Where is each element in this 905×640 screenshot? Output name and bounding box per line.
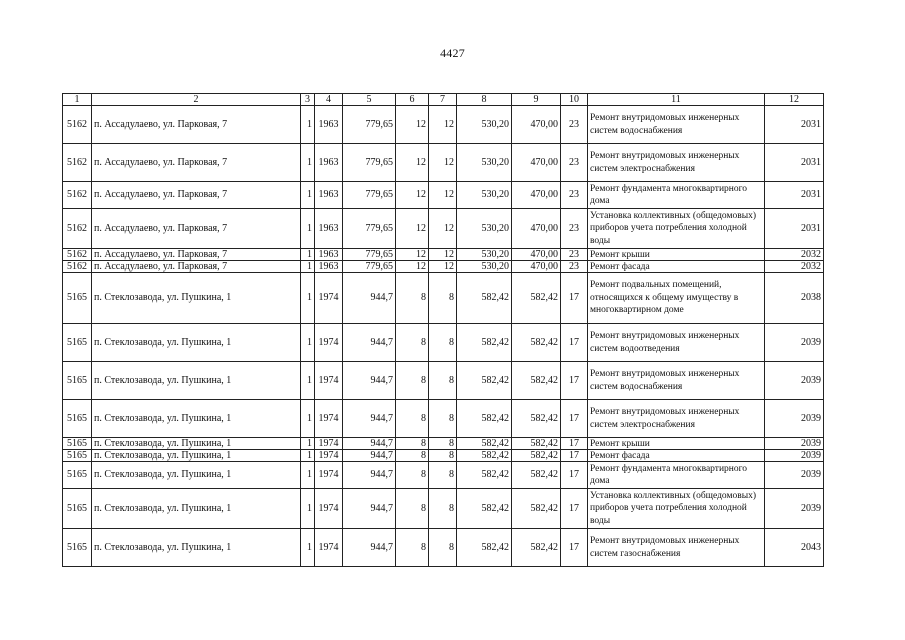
cell-year: 1963 — [315, 182, 343, 209]
cell-address: п. Стеклозавода, ул. Пушкина, 1 — [92, 450, 301, 462]
cell-address: п. Ассадулаево, ул. Парковая, 7 — [92, 261, 301, 273]
column-header: 5 — [343, 94, 396, 106]
cell-year: 1974 — [315, 324, 343, 362]
cell-col3: 1 — [301, 261, 315, 273]
cell-plan-year: 2031 — [765, 106, 824, 144]
cell-col6: 12 — [396, 182, 429, 209]
cell-plan-year: 2039 — [765, 438, 824, 450]
cell-col10: 23 — [561, 249, 588, 261]
cell-plan-year: 2039 — [765, 462, 824, 489]
cell-area: 944,7 — [343, 438, 396, 450]
cell-address: п. Стеклозавода, ул. Пушкина, 1 — [92, 438, 301, 450]
cell-id: 5162 — [63, 249, 92, 261]
cell-area: 779,65 — [343, 249, 396, 261]
cell-col3: 1 — [301, 209, 315, 249]
table-row — [63, 261, 824, 273]
cell-col10: 17 — [561, 462, 588, 489]
column-header: 2 — [92, 94, 301, 106]
cell-col10: 23 — [561, 182, 588, 209]
cell-area: 779,65 — [343, 209, 396, 249]
cell-col3: 1 — [301, 438, 315, 450]
cell-area: 944,7 — [343, 400, 396, 438]
cell-col7: 8 — [429, 529, 457, 567]
column-header: 11 — [588, 94, 765, 106]
cell-col3: 1 — [301, 249, 315, 261]
cell-year: 1974 — [315, 400, 343, 438]
cell-plan-year: 2039 — [765, 450, 824, 462]
table-row — [63, 438, 824, 450]
cell-col7: 8 — [429, 273, 457, 324]
cell-area: 944,7 — [343, 450, 396, 462]
repair-schedule-table — [62, 93, 824, 567]
cell-col8: 530,20 — [457, 249, 512, 261]
cell-year: 1963 — [315, 261, 343, 273]
cell-plan-year: 2031 — [765, 209, 824, 249]
cell-col9: 582,42 — [512, 462, 561, 489]
cell-plan-year: 2038 — [765, 273, 824, 324]
cell-area: 779,65 — [343, 261, 396, 273]
cell-col3: 1 — [301, 144, 315, 182]
cell-work-type: Ремонт крыши — [588, 249, 765, 261]
cell-plan-year: 2031 — [765, 182, 824, 209]
cell-id: 5165 — [63, 362, 92, 400]
cell-work-type: Ремонт фундамента многоквартирного дома — [588, 462, 765, 489]
cell-work-type: Ремонт внутридомовых инженерных систем электроснабжения — [588, 144, 765, 182]
cell-col3: 1 — [301, 489, 315, 529]
cell-col10: 23 — [561, 261, 588, 273]
cell-col6: 12 — [396, 249, 429, 261]
cell-col8: 530,20 — [457, 182, 512, 209]
cell-col8: 582,42 — [457, 529, 512, 567]
table-row — [63, 249, 824, 261]
table-row — [63, 462, 824, 489]
cell-col3: 1 — [301, 450, 315, 462]
cell-id: 5165 — [63, 489, 92, 529]
cell-work-type: Установка коллективных (общедомовых) приборов учета потребления холодной воды — [588, 209, 765, 249]
cell-col10: 23 — [561, 144, 588, 182]
cell-col6: 8 — [396, 273, 429, 324]
table-row — [63, 273, 824, 324]
cell-year: 1974 — [315, 273, 343, 324]
cell-col7: 8 — [429, 450, 457, 462]
cell-col10: 17 — [561, 489, 588, 529]
cell-col3: 1 — [301, 273, 315, 324]
column-header: 6 — [396, 94, 429, 106]
table-row — [63, 106, 824, 144]
cell-col8: 582,42 — [457, 450, 512, 462]
column-header: 3 — [301, 94, 315, 106]
cell-col6: 8 — [396, 324, 429, 362]
cell-address: п. Ассадулаево, ул. Парковая, 7 — [92, 182, 301, 209]
cell-address: п. Ассадулаево, ул. Парковая, 7 — [92, 249, 301, 261]
cell-col3: 1 — [301, 362, 315, 400]
cell-year: 1963 — [315, 106, 343, 144]
cell-id: 5165 — [63, 450, 92, 462]
column-header: 7 — [429, 94, 457, 106]
cell-col3: 1 — [301, 400, 315, 438]
cell-col3: 1 — [301, 324, 315, 362]
cell-work-type: Ремонт внутридомовых инженерных систем водоснабжения — [588, 106, 765, 144]
cell-col7: 8 — [429, 400, 457, 438]
cell-col10: 17 — [561, 400, 588, 438]
cell-id: 5165 — [63, 273, 92, 324]
cell-plan-year: 2032 — [765, 249, 824, 261]
cell-col9: 582,42 — [512, 324, 561, 362]
table-row — [63, 182, 824, 209]
cell-col6: 12 — [396, 261, 429, 273]
cell-work-type: Установка коллективных (общедомовых) приборов учета потребления холодной воды — [588, 489, 765, 529]
cell-area: 944,7 — [343, 489, 396, 529]
cell-plan-year: 2039 — [765, 324, 824, 362]
table-row — [63, 362, 824, 400]
cell-col9: 470,00 — [512, 209, 561, 249]
table-row — [63, 209, 824, 249]
cell-year: 1963 — [315, 249, 343, 261]
cell-col10: 17 — [561, 273, 588, 324]
table-row — [63, 489, 824, 529]
cell-year: 1963 — [315, 209, 343, 249]
cell-address: п. Стеклозавода, ул. Пушкина, 1 — [92, 273, 301, 324]
cell-col8: 530,20 — [457, 144, 512, 182]
cell-col8: 530,20 — [457, 261, 512, 273]
cell-col8: 530,20 — [457, 209, 512, 249]
cell-col7: 8 — [429, 438, 457, 450]
cell-area: 944,7 — [343, 324, 396, 362]
cell-area: 779,65 — [343, 182, 396, 209]
cell-year: 1974 — [315, 462, 343, 489]
cell-year: 1974 — [315, 529, 343, 567]
cell-col9: 582,42 — [512, 529, 561, 567]
cell-col10: 17 — [561, 362, 588, 400]
cell-work-type: Ремонт крыши — [588, 438, 765, 450]
cell-id: 5162 — [63, 261, 92, 273]
cell-id: 5162 — [63, 209, 92, 249]
column-header: 1 — [63, 94, 92, 106]
cell-year: 1974 — [315, 489, 343, 529]
cell-col8: 582,42 — [457, 489, 512, 529]
cell-col7: 12 — [429, 106, 457, 144]
cell-area: 779,65 — [343, 106, 396, 144]
column-header: 9 — [512, 94, 561, 106]
cell-col9: 582,42 — [512, 438, 561, 450]
cell-plan-year: 2031 — [765, 144, 824, 182]
table-row — [63, 400, 824, 438]
cell-col8: 582,42 — [457, 462, 512, 489]
cell-col3: 1 — [301, 182, 315, 209]
cell-col8: 582,42 — [457, 438, 512, 450]
cell-col6: 12 — [396, 106, 429, 144]
cell-col10: 23 — [561, 209, 588, 249]
cell-id: 5165 — [63, 400, 92, 438]
cell-col7: 12 — [429, 209, 457, 249]
cell-id: 5162 — [63, 182, 92, 209]
cell-col6: 8 — [396, 400, 429, 438]
cell-col9: 582,42 — [512, 489, 561, 529]
cell-address: п. Ассадулаево, ул. Парковая, 7 — [92, 144, 301, 182]
cell-col7: 8 — [429, 462, 457, 489]
cell-work-type: Ремонт внутридомовых инженерных систем водоснабжения — [588, 362, 765, 400]
cell-plan-year: 2043 — [765, 529, 824, 567]
cell-col6: 8 — [396, 462, 429, 489]
cell-col9: 470,00 — [512, 182, 561, 209]
page-number: 4427 — [440, 46, 465, 60]
cell-col3: 1 — [301, 106, 315, 144]
column-number-row — [63, 94, 824, 106]
cell-address: п. Ассадулаево, ул. Парковая, 7 — [92, 106, 301, 144]
cell-col9: 582,42 — [512, 450, 561, 462]
cell-year: 1974 — [315, 362, 343, 400]
cell-col8: 582,42 — [457, 324, 512, 362]
cell-col7: 8 — [429, 362, 457, 400]
column-header: 4 — [315, 94, 343, 106]
cell-col7: 8 — [429, 489, 457, 529]
cell-plan-year: 2039 — [765, 489, 824, 529]
cell-year: 1974 — [315, 438, 343, 450]
cell-area: 944,7 — [343, 362, 396, 400]
table-row — [63, 324, 824, 362]
cell-col9: 582,42 — [512, 273, 561, 324]
cell-col9: 470,00 — [512, 249, 561, 261]
cell-col7: 12 — [429, 261, 457, 273]
cell-work-type: Ремонт фасада — [588, 450, 765, 462]
table-row — [63, 144, 824, 182]
cell-year: 1974 — [315, 450, 343, 462]
table-row — [63, 450, 824, 462]
cell-address: п. Стеклозавода, ул. Пушкина, 1 — [92, 529, 301, 567]
cell-area: 944,7 — [343, 273, 396, 324]
cell-address: п. Ассадулаево, ул. Парковая, 7 — [92, 209, 301, 249]
cell-id: 5165 — [63, 324, 92, 362]
cell-col9: 470,00 — [512, 144, 561, 182]
cell-col6: 12 — [396, 209, 429, 249]
cell-col7: 12 — [429, 182, 457, 209]
cell-col10: 17 — [561, 450, 588, 462]
cell-col10: 17 — [561, 438, 588, 450]
cell-col6: 12 — [396, 144, 429, 182]
column-header: 10 — [561, 94, 588, 106]
cell-id: 5162 — [63, 106, 92, 144]
cell-work-type: Ремонт внутридомовых инженерных систем электроснабжения — [588, 400, 765, 438]
cell-address: п. Стеклозавода, ул. Пушкина, 1 — [92, 362, 301, 400]
cell-area: 944,7 — [343, 529, 396, 567]
cell-col3: 1 — [301, 462, 315, 489]
cell-col10: 23 — [561, 106, 588, 144]
table-row — [63, 529, 824, 567]
cell-col9: 582,42 — [512, 400, 561, 438]
cell-work-type: Ремонт внутридомовых инженерных систем газоснабжения — [588, 529, 765, 567]
column-header: 12 — [765, 94, 824, 106]
cell-col6: 8 — [396, 362, 429, 400]
cell-plan-year: 2039 — [765, 400, 824, 438]
cell-col7: 12 — [429, 144, 457, 182]
cell-col3: 1 — [301, 529, 315, 567]
cell-col8: 530,20 — [457, 106, 512, 144]
cell-col6: 8 — [396, 529, 429, 567]
cell-id: 5165 — [63, 529, 92, 567]
cell-col9: 470,00 — [512, 106, 561, 144]
table-body — [63, 106, 824, 567]
cell-col6: 8 — [396, 438, 429, 450]
cell-address: п. Стеклозавода, ул. Пушкина, 1 — [92, 400, 301, 438]
cell-col9: 582,42 — [512, 362, 561, 400]
cell-col7: 12 — [429, 249, 457, 261]
cell-col10: 17 — [561, 529, 588, 567]
cell-id: 5165 — [63, 462, 92, 489]
column-header: 8 — [457, 94, 512, 106]
cell-work-type: Ремонт фасада — [588, 261, 765, 273]
cell-year: 1963 — [315, 144, 343, 182]
cell-col8: 582,42 — [457, 400, 512, 438]
cell-col10: 17 — [561, 324, 588, 362]
cell-area: 944,7 — [343, 462, 396, 489]
cell-area: 779,65 — [343, 144, 396, 182]
cell-col9: 470,00 — [512, 261, 561, 273]
cell-plan-year: 2032 — [765, 261, 824, 273]
cell-address: п. Стеклозавода, ул. Пушкина, 1 — [92, 489, 301, 529]
cell-address: п. Стеклозавода, ул. Пушкина, 1 — [92, 462, 301, 489]
cell-id: 5165 — [63, 438, 92, 450]
cell-address: п. Стеклозавода, ул. Пушкина, 1 — [92, 324, 301, 362]
cell-plan-year: 2039 — [765, 362, 824, 400]
cell-work-type: Ремонт подвальных помещений, относящихся к общему имуществу в многоквартирном доме — [588, 273, 765, 324]
cell-col8: 582,42 — [457, 362, 512, 400]
cell-work-type: Ремонт внутридомовых инженерных систем водоотведения — [588, 324, 765, 362]
cell-id: 5162 — [63, 144, 92, 182]
cell-work-type: Ремонт фундамента многоквартирного дома — [588, 182, 765, 209]
cell-col7: 8 — [429, 324, 457, 362]
cell-col8: 582,42 — [457, 273, 512, 324]
cell-col6: 8 — [396, 489, 429, 529]
cell-col6: 8 — [396, 450, 429, 462]
